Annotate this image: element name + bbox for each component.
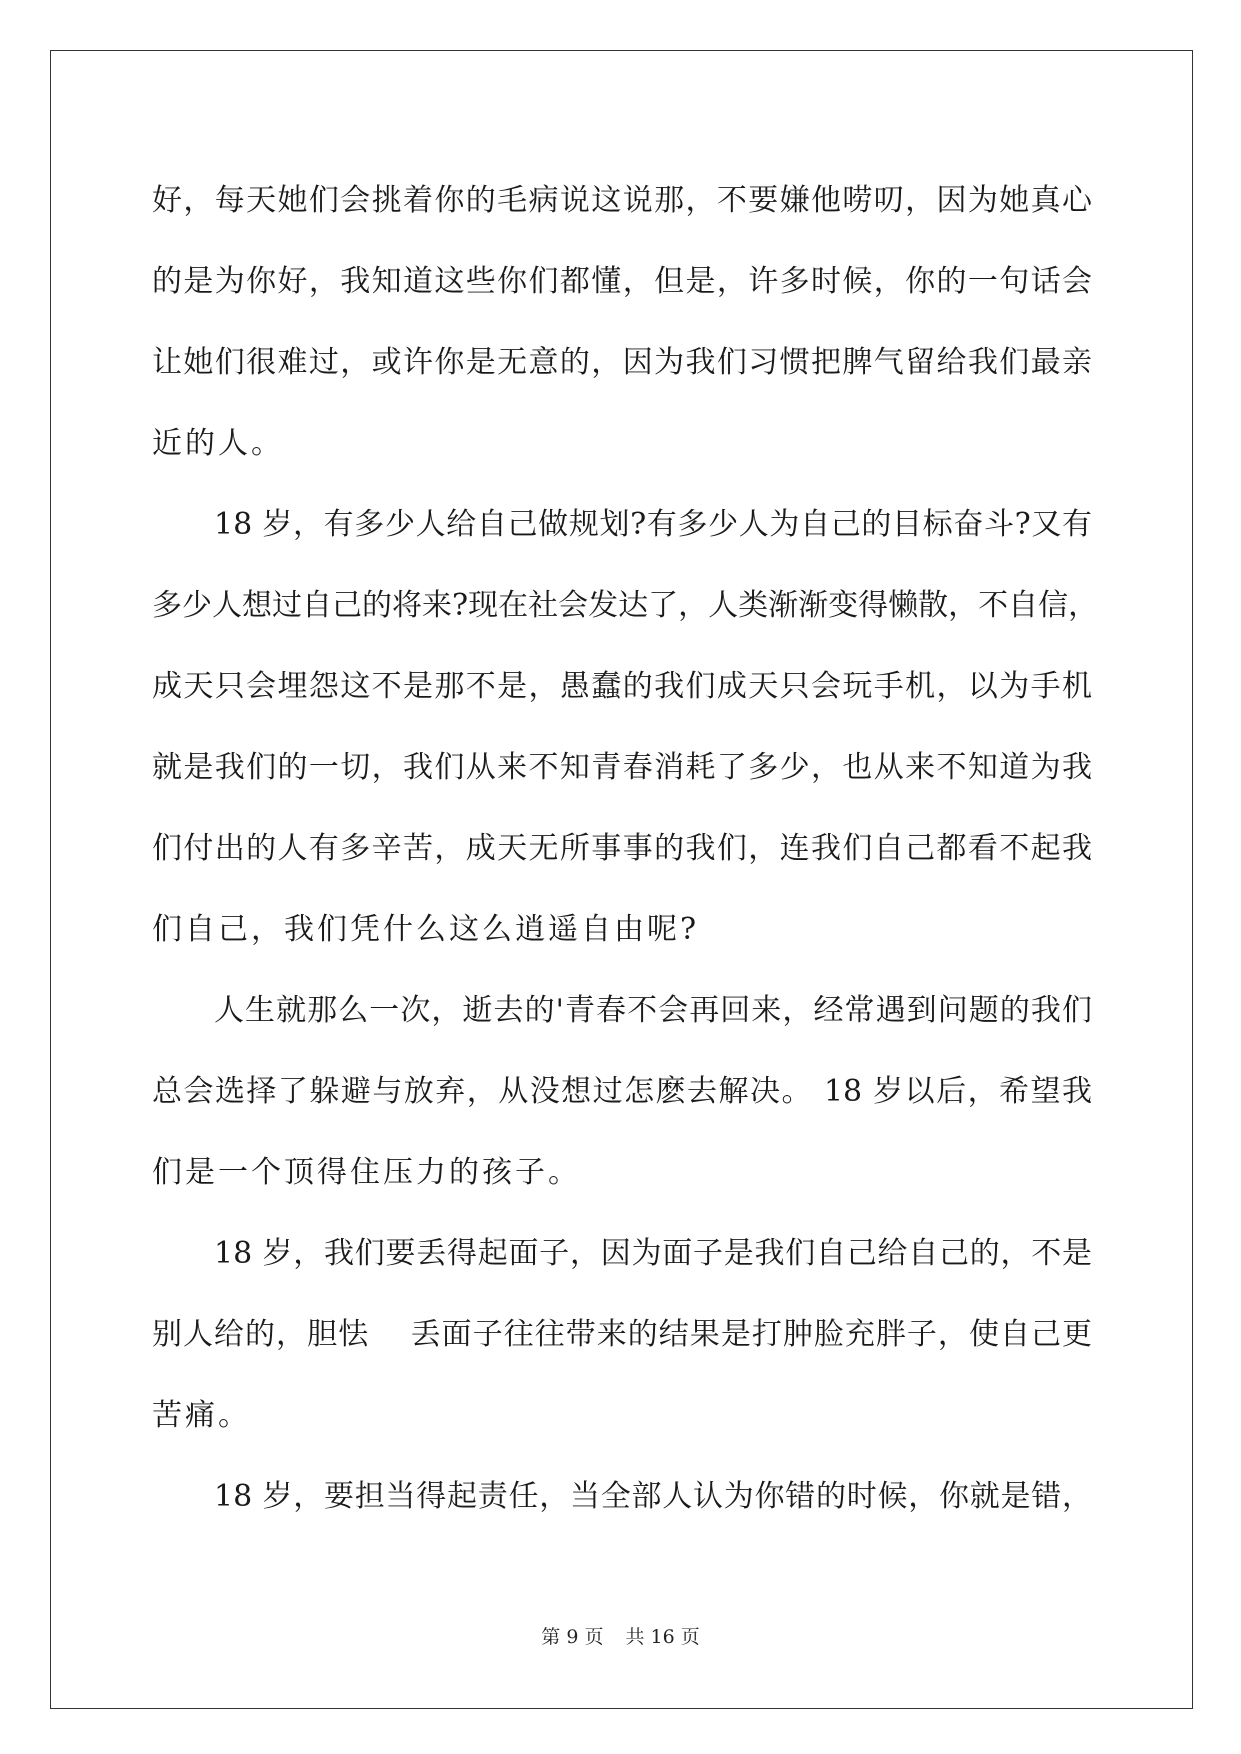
page-total: 共 16 页 — [625, 1626, 700, 1648]
text-line: 多少人想过自己的将来?现在社会发达了，人类渐渐变得懒散，不自信， — [152, 588, 1099, 623]
text-line: 们自己，我们凭什么这么逍遥自由呢? — [152, 912, 700, 947]
text-line: 别人给的，胆怯 丢面子往往带来的结果是打肿脸充胖子，使自己更 — [152, 1317, 1092, 1352]
text-line: 好，每天她们会挑着你的毛病说这说那，不要嫌他唠叨，因为她真心 — [152, 183, 1092, 218]
document-body — [152, 160, 1099, 1537]
paragraph-first-line: 18 岁，我们要丢得起面子，因为面子是我们自己给自己的，不是 — [214, 1236, 1092, 1271]
paragraph-first-line: 18 岁，要担当得起责任，当全部人认为你错的时候，你就是错， — [214, 1479, 1092, 1514]
paragraph-first-line: 18 岁，有多少人给自己做规划?有多少人为自己的目标奋斗?又有 — [214, 507, 1092, 542]
text-line: 的是为你好，我知道这些你们都懂，但是，许多时候，你的一句话会 — [152, 264, 1092, 299]
paragraph-first-line: 人生就那么一次，逝去的'青春不会再回来，经常遇到问题的我们 — [214, 993, 1092, 1028]
text-line: 们是一个顶得住压力的孩子。 — [152, 1155, 581, 1190]
page-footer — [0, 1622, 1241, 1649]
text-line: 让她们很难过，或许你是无意的，因为我们习惯把脾气留给我们最亲 — [152, 345, 1092, 380]
text-line: 就是我们的一切，我们从来不知青春消耗了多少，也从来不知道为我 — [152, 750, 1092, 785]
text-line: 苦痛。 — [152, 1398, 251, 1433]
text-line: 们付出的人有多辛苦，成天无所事事的我们，连我们自己都看不起我 — [152, 831, 1092, 866]
text-line: 近的人。 — [152, 426, 284, 461]
page-number: 第 9 页 — [541, 1626, 604, 1648]
text-line: 成天只会埋怨这不是那不是，愚蠢的我们成天只会玩手机，以为手机 — [152, 669, 1092, 704]
text-line: 总会选择了躲避与放弃，从没想过怎麽去解决。 18 岁以后，希望我 — [152, 1074, 1092, 1109]
